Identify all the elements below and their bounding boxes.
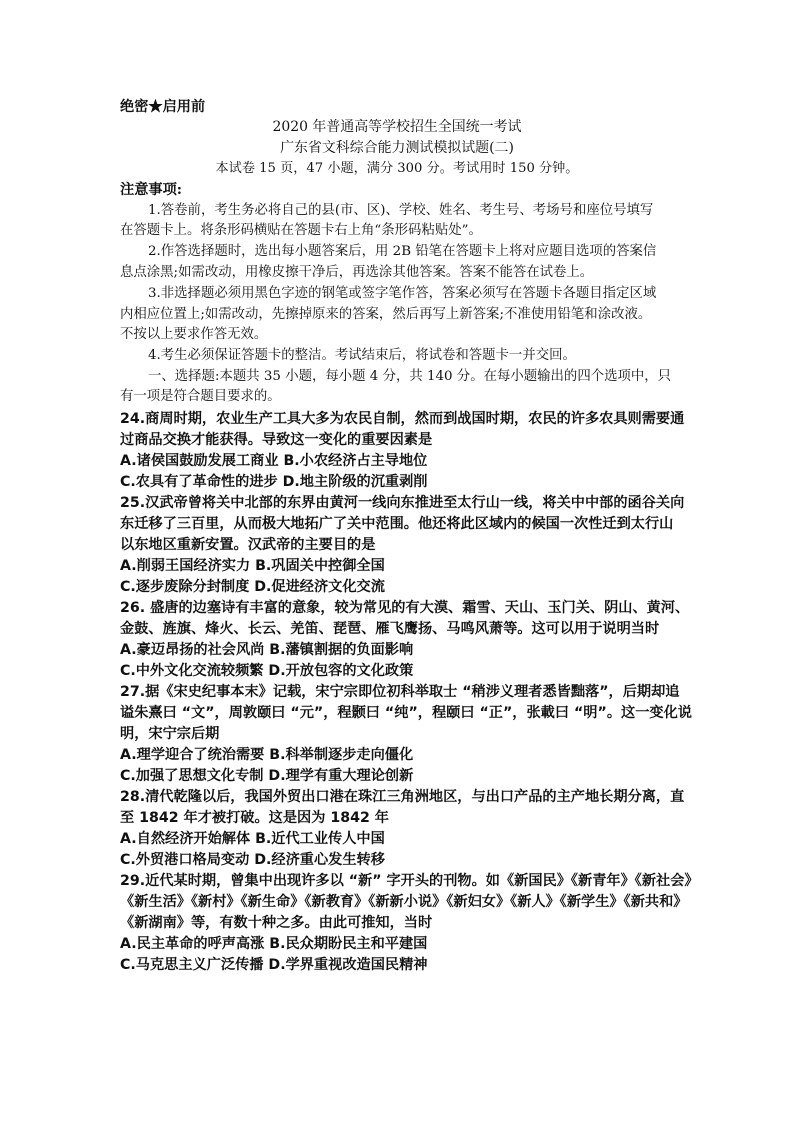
question-29-line-3: 《新湖南》等，有数十种之多。由此可推知，当时 bbox=[120, 915, 433, 931]
note-3-line-2: 内相应位置上;如需改动，先擦掉原来的答案，然后再写上新答案;不准使用铅笔和涂改液。 bbox=[120, 307, 652, 322]
note-2-line-1: 2.作答选择题时，选出每小题答案后，用 2B 铅笔在答题卡上将对应题目选项的答案信 bbox=[148, 244, 657, 259]
question-26-line-1: 26. 盛唐的边塞诗有丰富的意象，较为常见的有大漠、霜雪、天山、玉门关、阴山、黄河、 bbox=[120, 600, 690, 616]
question-24-options-2: C.农具有了革命性的进步 D.地主阶级的沉重剥削 bbox=[120, 474, 428, 490]
question-24-line-1: 24.商周时期，农业生产工具大多为农民自制，然而到战国时期，农民的许多农具则需要通 bbox=[120, 411, 685, 427]
notes-heading: 注意事项: bbox=[120, 182, 182, 198]
question-25-line-3: 以东地区重新安置。汉武帝的主要目的是 bbox=[120, 537, 376, 553]
section-intro-line-1: 一、选择题:本题共 35 小题，每小题 4 分，共 140 分。在每小题输出的四个选项中，只 bbox=[148, 369, 672, 384]
exam-title: 2020 年普通高等学校招生全国统一考试 bbox=[272, 119, 522, 135]
section-intro-line-2: 有一项是符合题目要求的。 bbox=[120, 389, 281, 404]
note-3-line-1: 3.非选择题必须用黑色字迹的钢笔或签字笔作答，答案必须写在答题卡各题目指定区域 bbox=[148, 286, 657, 301]
question-24-options-1: A.诸侯国鼓励发展工商业 B.小农经济占主导地位 bbox=[120, 453, 428, 469]
question-29-line-2: 《新生活》《新村》《新生命》《新教育》《新新小说》《新妇女》《新人》《新学生》《新共和》 bbox=[120, 894, 688, 910]
question-27-line-2: 谥朱熹曰 “文”，周敦颐曰 “元”，程颢曰 “纯”，程颐曰 “正”，张載曰 “明”。这一变化说 bbox=[120, 705, 692, 721]
question-26-options-2: C.中外文化交流较频繁 D.开放包容的文化政策 bbox=[120, 663, 414, 679]
exam-info: 本试卷 15 页，47 小题，满分 300 分。考试用时 150 分钟。 bbox=[215, 161, 579, 176]
question-25-options-2: C.逐步废除分封制度 D.促进经济文化交流 bbox=[120, 579, 385, 595]
confidential-label: 绝密★启用前 bbox=[120, 99, 206, 115]
question-27-line-3: 明，宋宁宗后期 bbox=[120, 726, 220, 742]
note-1-line-1: 1.答卷前，考生务必将自己的县(市、区)、学校、姓名、考生号、考场号和座位号填写 bbox=[148, 203, 654, 218]
note-3-line-3: 不按以上要求作答无效。 bbox=[120, 327, 268, 342]
question-29-line-1: 29.近代某时期，曾集中出现许多以 “新” 字开头的刊物。如《新国民》《新青年》《新社会》 bbox=[120, 873, 699, 889]
question-28-line-2: 至 1842 年才被打破。这是因为 1842 年 bbox=[120, 810, 389, 826]
question-29-options-2: C.马克思主义广泛传播 D.学界重视改造国民精神 bbox=[120, 957, 428, 973]
note-1-line-2: 在答题卡上。将条形码横贴在答题卡右上角“条形码粘贴处”。 bbox=[120, 223, 482, 238]
question-27-options-1: A.理学迎合了统治需要 B.科举制逐步走向僵化 bbox=[120, 747, 414, 763]
question-28-line-1: 28.清代乾隆以后，我国外贸出口港在珠江三角洲地区，与出口产品的主产地长期分离，直 bbox=[120, 789, 685, 805]
question-25-line-2: 东迁移了三百里，从而极大地拓广了关中范围。他还将此区域内的候国一次性迁到太行山 bbox=[120, 516, 674, 532]
question-25-line-1: 25.汉武帝曾将关中北部的东界由黄河一线向东推进至太行山一线，将关中中部的函谷关向 bbox=[120, 495, 685, 511]
question-29-options-1: A.民主革命的呼声高涨 B.民众期盼民主和平建国 bbox=[120, 936, 428, 952]
question-26-line-2: 金鼓、旌旗、烽火、长云、羌笛、琵琶、雁飞鹰扬、马鸣风萧等。这可以用于说明当时 bbox=[120, 621, 660, 637]
question-27-options-2: C.加强了思想文化专制 D.理学有重大理论创新 bbox=[120, 768, 414, 784]
question-27-line-1: 27.据《宋史纪事本末》记载，宋宁宗即位初科举取士 “稍涉义理者悉皆黜落”，后期却追 bbox=[120, 684, 680, 700]
note-4: 4.考生必须保证答题卡的整洁。考试结束后，将试卷和答题卡一并交回。 bbox=[148, 348, 576, 363]
question-26-options-1: A.豪迈昂扬的社会风尚 B.藩镇割据的负面影响 bbox=[120, 642, 414, 658]
exam-subtitle: 广东省文科综合能力测试模拟试题(二) bbox=[280, 140, 514, 156]
note-2-line-2: 息点涂黑;如需改动，用橡皮擦干净后，再选涂其他答案。答案不能答在试卷上。 bbox=[120, 265, 594, 280]
question-25-options-1: A.削弱王国经济实力 B.巩固关中控御全国 bbox=[120, 558, 385, 574]
question-28-options-1: A.自然经济开始解体 B.近代工业传人中国 bbox=[120, 831, 385, 847]
question-28-options-2: C.外贸港口格局变动 D.经济重心发生转移 bbox=[120, 852, 385, 868]
question-24-line-2: 过商品交换才能获得。导致这一变化的重要因素是 bbox=[120, 432, 433, 448]
